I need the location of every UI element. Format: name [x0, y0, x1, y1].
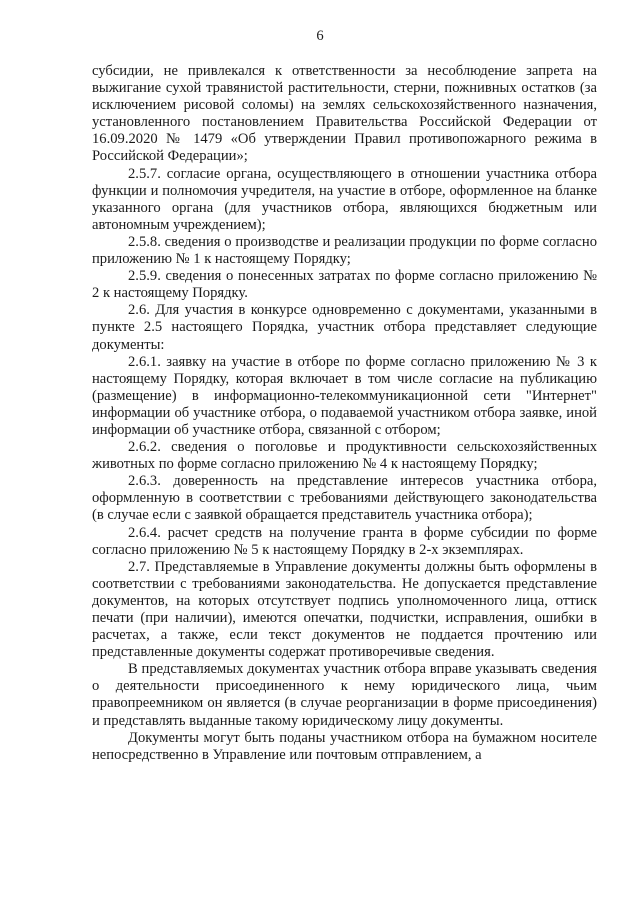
paragraph: 2.5.8. сведения о производстве и реализации продукции по форме согласно приложению № 1 к настоящему Порядку;	[92, 233, 597, 268]
paragraph: субсидии, не привлекался к ответственности за несоблюдение запрета на выжигание сухой травянистой растительности, стерни, пожнивных остатков (за исключением рисовой соломы) на землях сельскохозяйственного назначения, установленного постановлением Правительства Российской Федерации от 16.09.2020 № 1479 «Об утверждении Правил противопожарного режима в Российской Федерации»;	[92, 63, 597, 165]
paragraph: 2.5.7. согласие органа, осуществляющего в отношении участника отбора функции и полномочия учредителя, на участие в отборе, оформленное на бланке указанного органа (для участников отбора, являющихся бюджетным или автономным учреждением);	[92, 165, 597, 233]
paragraph: 2.6.1. заявку на участие в отборе по форме согласно приложению № 3 к настоящему Порядку, которая включает в том числе согласие на публикацию (размещение) в информационно-телекоммуникационной сети "Интернет" информации об участнике отбора, о подаваемой участником отбора заявке, иной информации об участнике отбора, связанной с отбором;	[92, 353, 597, 438]
page-number: 6	[316, 28, 324, 44]
paragraph: В представляемых документах участник отбора вправе указывать сведения о деятельности присоединенного к нему юридического лица, чьим правопреемником он является (в случае реорганизации в форме присоединения) и представлять выданные такому юридическому лицу документы.	[92, 661, 597, 729]
paragraph: 2.7. Представляемые в Управление документы должны быть оформлены в соответствии с требованиями законодательства. Не допускается представление документов, на которых отсутствует подпись уполномоченного лица, оттиск печати (при наличии), имеются опечатки, подчистки, исправления, ошибки в расчетах, а также, если текст документов не поддается прочтению или представленные документы содержат противоречивые сведения.	[92, 558, 597, 661]
paragraph: 2.6. Для участия в конкурсе одновременно с документами, указанными в пункте 2.5 настоящего Порядка, участник отбора представляет следующие документы:	[92, 302, 597, 353]
paragraph: Документы могут быть поданы участником отбора на бумажном носителе непосредственно в Управление или почтовым отправлением, а	[92, 729, 597, 763]
document-body	[92, 63, 597, 764]
paragraph: 2.6.2. сведения о поголовье и продуктивности сельскохозяйственных животных по форме согласно приложению № 4 к настоящему Порядку;	[92, 439, 597, 473]
paragraph: 2.6.3. доверенность на представление интересов участника отбора, оформленную в соответствии с требованиями действующего законодательства (в случае если с заявкой обращается представитель участника отбора);	[92, 473, 597, 524]
paragraph: 2.5.9. сведения о понесенных затратах по форме согласно приложению № 2 к настоящему Порядку.	[92, 268, 597, 302]
paragraph: 2.6.4. расчет средств на получение гранта в форме субсидии по форме согласно приложению № 5 к настоящему Порядку в 2-х экземплярах.	[92, 524, 597, 558]
